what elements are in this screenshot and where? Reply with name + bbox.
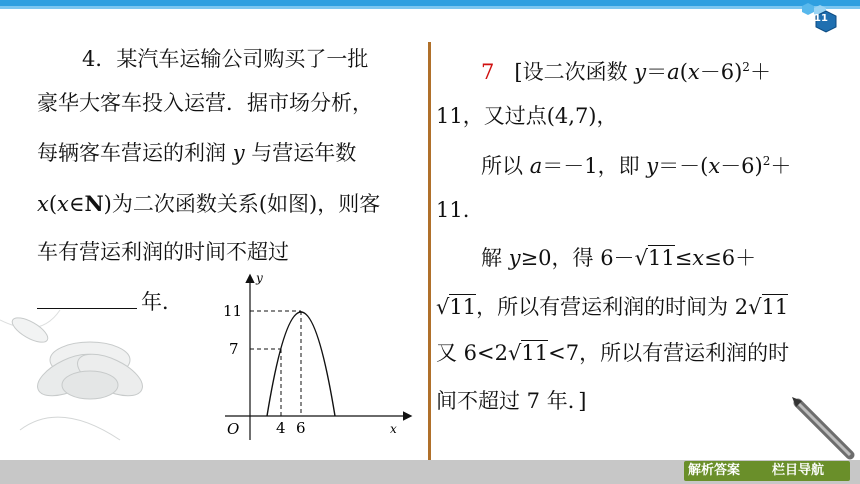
answer-line-5 bbox=[481, 236, 756, 280]
column-divider bbox=[428, 42, 431, 460]
a-sup: 2 bbox=[742, 60, 750, 74]
section-nav-button[interactable]: 栏目导航 bbox=[768, 461, 850, 481]
a-sup: 2 bbox=[762, 154, 771, 168]
parabola-graph bbox=[205, 268, 420, 448]
a-text: ，所以有营运利润的时间为 2 bbox=[476, 295, 749, 319]
question-line-4 bbox=[37, 182, 380, 226]
a-text: 所以 bbox=[481, 154, 530, 178]
answer-analysis-button[interactable]: 解析答案 bbox=[684, 461, 772, 481]
question-line-2 bbox=[37, 81, 373, 125]
answer-line-3 bbox=[481, 139, 791, 188]
a-text: ≤6＋ bbox=[704, 246, 757, 270]
a-var: a bbox=[529, 154, 543, 178]
a-text: －6) bbox=[699, 60, 743, 84]
top-bar bbox=[0, 0, 860, 9]
sqrt-symbol: √ bbox=[748, 295, 762, 319]
question-line-6 bbox=[37, 280, 183, 324]
answer-line-8 bbox=[436, 379, 586, 423]
answer-line-1 bbox=[481, 45, 771, 94]
sqrt-symbol: √ bbox=[508, 341, 522, 365]
a-var: y bbox=[508, 246, 521, 270]
a-var: a bbox=[667, 60, 680, 84]
a-text: ≥0，得 6－ bbox=[520, 246, 635, 270]
y-axis-label: y bbox=[256, 271, 263, 285]
q-text: 每辆客车营运的利润 bbox=[37, 141, 233, 165]
origin-label: O bbox=[227, 420, 240, 438]
a-text: ＋ bbox=[749, 60, 771, 84]
q-text: 车有营运利润的时间不超过 bbox=[37, 240, 289, 264]
a-text: ＝－( bbox=[658, 154, 709, 178]
x-axis-label: x bbox=[390, 422, 397, 436]
a-text: －6) bbox=[720, 154, 763, 178]
a-var: y bbox=[646, 154, 659, 178]
q-symbol: ∈ bbox=[68, 192, 85, 216]
a-text: ＝ bbox=[646, 60, 668, 84]
a-text: 间不超过 7 年．] bbox=[436, 389, 587, 413]
y-tick-11: 11 bbox=[223, 302, 243, 320]
pen-icon bbox=[790, 395, 860, 465]
a-var: x bbox=[708, 154, 721, 178]
a-text: 11. bbox=[436, 198, 470, 222]
question-line-3 bbox=[37, 131, 356, 175]
a-text: 又 6<2 bbox=[436, 341, 508, 365]
top-bar-shade bbox=[0, 6, 860, 9]
a-var: x bbox=[692, 246, 705, 270]
a-text: ( bbox=[679, 60, 688, 84]
a-text: ＝－1，即 bbox=[542, 154, 647, 178]
answer-line-6 bbox=[436, 285, 788, 329]
answer-line-2 bbox=[436, 94, 618, 138]
a-var: y bbox=[634, 60, 647, 84]
sqrt-symbol: √ bbox=[634, 246, 648, 270]
q-text: ( bbox=[48, 192, 58, 216]
question-text-2: 豪华大客车投入运营．据市场分析， bbox=[37, 91, 373, 115]
sqrt-symbol: √ bbox=[436, 295, 450, 319]
a-radicand: 11 bbox=[449, 295, 477, 319]
a-radicand: 11 bbox=[521, 341, 549, 365]
q-var-y: y bbox=[232, 141, 245, 165]
q-text: 年． bbox=[141, 290, 183, 314]
answer-value: 7 bbox=[481, 60, 495, 84]
q-var-x: x bbox=[37, 192, 49, 216]
a-text: ＋ bbox=[770, 154, 792, 178]
answer-line-7 bbox=[436, 331, 789, 375]
x-tick-4: 4 bbox=[276, 419, 286, 437]
answer-line-4 bbox=[436, 188, 469, 232]
question-number: 4． bbox=[82, 47, 117, 71]
a-text: <7，所以有营运利润的时 bbox=[548, 341, 790, 365]
answer-blank bbox=[37, 290, 137, 309]
a-text: ≤ bbox=[674, 246, 693, 270]
a-text: [设二次函数 bbox=[514, 60, 635, 84]
q-var-x: x bbox=[57, 192, 69, 216]
a-radicand: 11 bbox=[761, 295, 789, 319]
question-text-1: 某汽车运输公司购买了一批 bbox=[116, 47, 369, 71]
q-text: 与营运年数 bbox=[244, 141, 357, 165]
q-set-n: N bbox=[84, 191, 104, 216]
a-text: 11，又过点(4,7)， bbox=[436, 104, 618, 128]
a-var: x bbox=[687, 60, 700, 84]
x-tick-6: 6 bbox=[296, 419, 306, 437]
a-text: 解 bbox=[481, 246, 509, 270]
page-number: 11 bbox=[814, 13, 828, 24]
question-line-1 bbox=[82, 37, 368, 81]
a-radicand: 11 bbox=[647, 246, 675, 270]
y-tick-7: 7 bbox=[229, 340, 239, 358]
q-text: )为二次函数关系(如图)，则客 bbox=[103, 192, 381, 216]
